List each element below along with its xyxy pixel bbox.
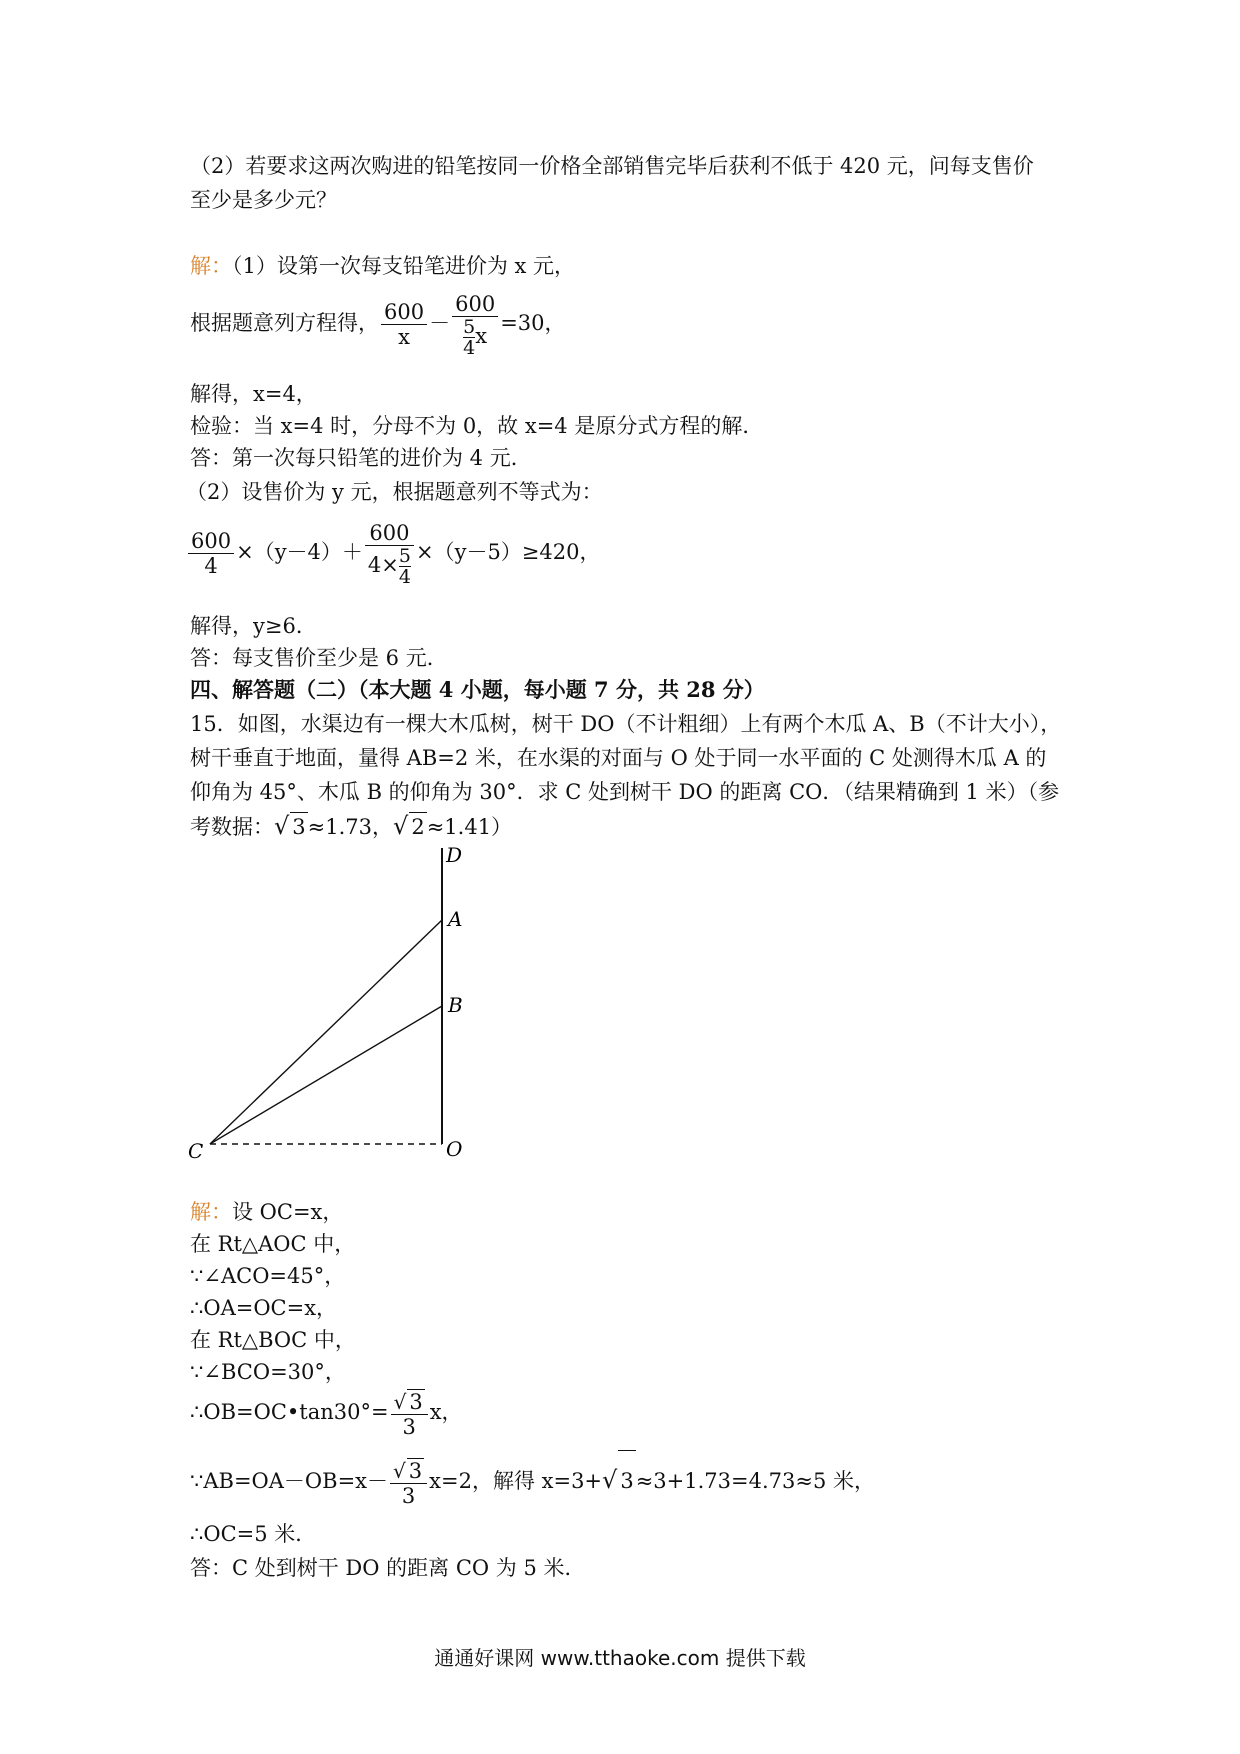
denominator: x	[398, 325, 410, 349]
label-o: O	[446, 1137, 463, 1160]
solution-step: ∵AB=OA－OB=x－	[190, 1469, 389, 1493]
question-15-line4	[190, 812, 512, 841]
solution-15-line5: 在 Rt△BOC 中，	[190, 1328, 356, 1352]
inequality-line	[186, 512, 600, 592]
fraction-600-over-5-4-x	[452, 292, 498, 358]
inequality-term1: ×（y－4）＋	[236, 540, 363, 564]
denominator: 4	[398, 565, 411, 588]
reference-value: ≈1.73，	[307, 815, 394, 839]
solution-15-line2: 在 Rt△AOC 中，	[190, 1232, 356, 1256]
sqrt-symbol: √	[602, 1466, 618, 1494]
numerator: √ 3	[391, 1389, 428, 1415]
solution-label: 解：	[190, 1200, 232, 1224]
solution-15-line7	[190, 1382, 463, 1442]
numerator: √ 3	[390, 1458, 427, 1484]
solution-14-solve2: 解得，y≥6．	[190, 614, 317, 638]
radicand: 3	[290, 812, 307, 841]
solution-step: x，	[429, 1400, 463, 1424]
equation-intro: 根据题意列方程得，	[190, 311, 379, 335]
fraction-600-over-x	[381, 300, 427, 349]
solution-step: （1）设第一次每支铅笔进价为 x 元，	[232, 254, 576, 278]
solution-15-line4: ∴OA=OC=x，	[190, 1296, 338, 1320]
radicand: 3	[409, 1389, 423, 1414]
reference-value: ≈1.41）	[426, 815, 513, 839]
label-b: B	[448, 993, 463, 1017]
solution-14-line1	[190, 252, 575, 280]
radicand: 3	[408, 1458, 423, 1483]
solution-14-part2: （2）设售价为 y 元，根据题意列不等式为：	[186, 480, 603, 504]
solution-15-line1	[190, 1198, 343, 1226]
numerator: 5	[398, 544, 411, 567]
equation-rhs: =30，	[500, 311, 566, 335]
page-footer: 通通好课网 www.tthaoke.com 提供下载	[434, 1646, 806, 1670]
fraction-600-over-4-times-5-4	[365, 521, 414, 587]
solution-label: 解：	[190, 254, 232, 278]
denominator	[365, 546, 414, 587]
equation-line	[190, 290, 566, 358]
question-2-line2: 至少是多少元？	[190, 188, 337, 212]
solution-14-answer1: 答：第一次每只铅笔的进价为 4 元．	[190, 446, 532, 470]
multiplier: 4×	[367, 552, 399, 577]
denominator	[452, 317, 498, 358]
sqrt-symbol: √	[274, 812, 290, 840]
question-2-line1: （2）若要求这两次购进的铅笔按同一价格全部销售完毕后获利不低于 420 元，问每支售价	[190, 154, 1034, 178]
solution-14-answer2: 答：每支售价至少是 6 元．	[190, 646, 448, 670]
numerator: 600	[188, 529, 234, 554]
solution-14-solve: 解得，x=4，	[190, 382, 317, 406]
geometry-figure	[180, 840, 480, 1160]
numerator: 600	[365, 521, 414, 546]
sqrt-symbol: √	[393, 812, 409, 840]
solution-15-line8	[190, 1450, 875, 1511]
denominator: 4	[204, 554, 218, 578]
reference-label: 考数据：	[190, 815, 274, 839]
fraction-600-over-4	[188, 529, 234, 578]
solution-step: x=2，解得 x=3+	[429, 1469, 603, 1493]
fraction-sqrt3-over-3	[391, 1389, 428, 1439]
numerator: 600	[452, 292, 498, 317]
fraction-5-over-4	[399, 546, 411, 587]
denominator: 4	[463, 336, 476, 359]
label-c: C	[188, 1139, 204, 1160]
solution-step: ≈3+1.73=4.73≈5 米，	[635, 1469, 875, 1493]
label-d: D	[446, 843, 463, 867]
solution-15-answer: 答：C 处到树干 DO 的距离 CO 为 5 米．	[190, 1556, 586, 1580]
fraction-5-over-4	[463, 317, 475, 358]
numerator: 5	[463, 315, 476, 338]
solution-15-line9: ∴OC=5 米．	[190, 1522, 317, 1546]
solution-14-check: 检验：当 x=4 时，分母不为 0，故 x=4 是原分式方程的解．	[190, 414, 764, 438]
denominator: 3	[401, 1483, 416, 1508]
question-15-line2: 树干垂直于地面，量得 AB=2 米，在水渠的对面与 O 处于同一水平面的 C 处测得木瓜 A 的	[190, 746, 1047, 770]
section-heading: 四、解答题（二）（本大题 4 小题，每小题 7 分，共 28 分）	[190, 677, 765, 702]
solution-15-line6: ∵∠BCO=30°，	[190, 1360, 346, 1384]
radicand: 3	[618, 1450, 635, 1511]
variable-x: x	[475, 323, 488, 348]
denominator: 3	[402, 1414, 416, 1439]
inequality-term2: ×（y－5）≥420，	[415, 540, 601, 564]
line-ca	[210, 920, 442, 1144]
radicand: 2	[409, 812, 426, 841]
question-15-line3: 仰角为 45°、木瓜 B 的仰角为 30°．求 C 处到树干 DO 的距离 CO．（结果精确到 1 米）（参	[190, 780, 1060, 804]
line-cb	[210, 1006, 442, 1144]
solution-step: ∴OB=OC•tan30°=	[190, 1400, 389, 1424]
question-15-line1: 15．如图，水渠边有一棵大木瓜树，树干 DO（不计粗细）上有两个木瓜 A、B（不计大小），	[190, 712, 1062, 736]
solution-15-line3: ∵∠ACO=45°，	[190, 1264, 346, 1288]
fraction-sqrt3-over-3	[390, 1458, 427, 1508]
solution-step: 设 OC=x，	[232, 1200, 344, 1224]
minus-sign: －	[429, 311, 451, 335]
label-a: A	[448, 907, 463, 931]
numerator: 600	[381, 300, 427, 325]
